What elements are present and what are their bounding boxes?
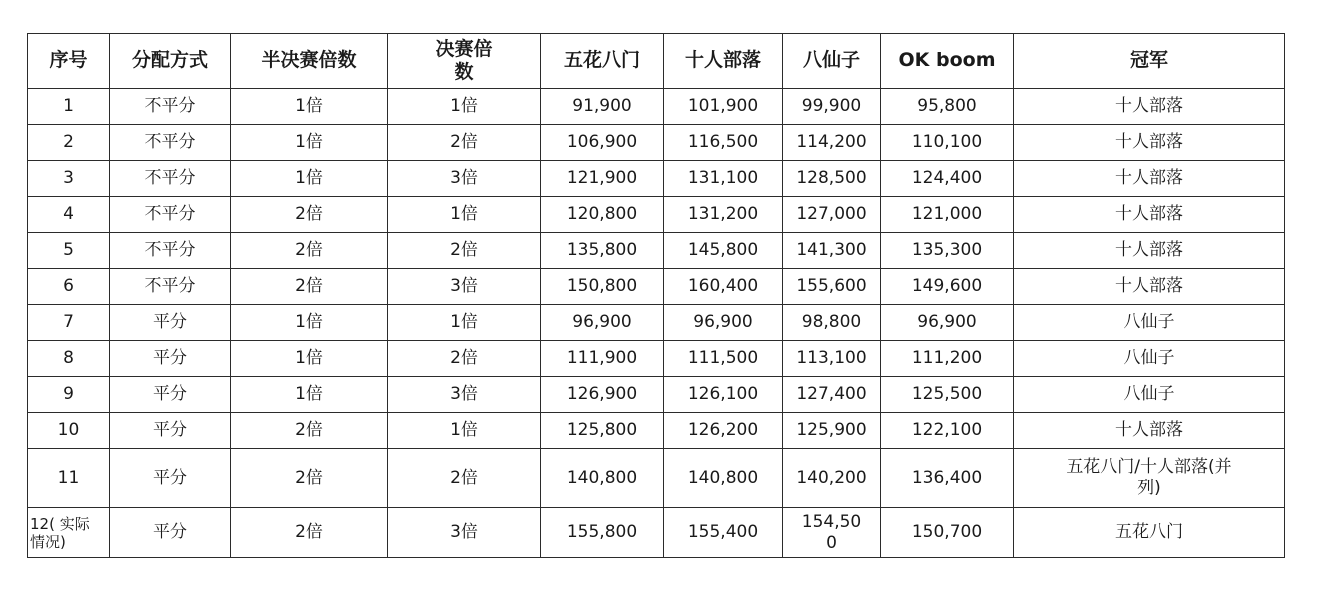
table-cell: 125,800: [541, 413, 664, 449]
table-cell: 不平分: [110, 89, 231, 125]
table-cell: 1倍: [231, 341, 388, 377]
table-cell: 121,000: [881, 197, 1014, 233]
table-cell: 140,800: [664, 449, 783, 508]
table-cell: 125,900: [783, 413, 881, 449]
table-cell: 2倍: [388, 125, 541, 161]
table-cell: 八仙子: [1014, 377, 1285, 413]
table-cell: 140,200: [783, 449, 881, 508]
table-cell: 八仙子: [1014, 305, 1285, 341]
table-cell: 98,800: [783, 305, 881, 341]
table-cell: 113,100: [783, 341, 881, 377]
table-cell: 111,900: [541, 341, 664, 377]
table-cell: 155,400: [664, 508, 783, 558]
table-cell: 106,900: [541, 125, 664, 161]
table-cell: 6: [28, 269, 110, 305]
table-cell: 135,800: [541, 233, 664, 269]
table-row: [28, 305, 1285, 341]
table-cell: 2倍: [388, 341, 541, 377]
table-cell: 96,900: [541, 305, 664, 341]
table-cell: 1倍: [388, 89, 541, 125]
header-cell: 十人部落: [664, 34, 783, 89]
table-cell: 不平分: [110, 161, 231, 197]
table-row: [28, 269, 1285, 305]
table-cell: 十人部落: [1014, 197, 1285, 233]
table-row: [28, 89, 1285, 125]
table-cell: 160,400: [664, 269, 783, 305]
table-row: [28, 125, 1285, 161]
table-row: [28, 161, 1285, 197]
table-cell: 120,800: [541, 197, 664, 233]
header-cell: 分配方式: [110, 34, 231, 89]
table-cell: 不平分: [110, 197, 231, 233]
table-cell: 111,500: [664, 341, 783, 377]
header-cell: 序号: [28, 34, 110, 89]
table-row: [28, 508, 1285, 558]
table-cell: 2倍: [231, 449, 388, 508]
table-cell: 5: [28, 233, 110, 269]
table-cell: 2倍: [231, 508, 388, 558]
table-cell: 101,900: [664, 89, 783, 125]
table-cell: 126,900: [541, 377, 664, 413]
table-cell: 127,000: [783, 197, 881, 233]
table-cell: 平分: [110, 449, 231, 508]
table-cell: 4: [28, 197, 110, 233]
table-cell: 2倍: [231, 233, 388, 269]
table-cell: 3: [28, 161, 110, 197]
table-cell: 不平分: [110, 233, 231, 269]
table-cell: 3倍: [388, 269, 541, 305]
table-cell: 1倍: [231, 305, 388, 341]
header-cell: 决赛倍 数: [388, 34, 541, 89]
table-cell: 3倍: [388, 377, 541, 413]
table-cell: 131,100: [664, 161, 783, 197]
header-cell: OK boom: [881, 34, 1014, 89]
table-cell: 127,400: [783, 377, 881, 413]
table-cell: 111,200: [881, 341, 1014, 377]
table-cell: 平分: [110, 508, 231, 558]
table-cell: 五花八门/十人部落(并 列): [1014, 449, 1285, 508]
table-cell: 2倍: [388, 449, 541, 508]
table-cell: 141,300: [783, 233, 881, 269]
table-cell: 10: [28, 413, 110, 449]
table-cell: 121,900: [541, 161, 664, 197]
table-cell: 2倍: [388, 233, 541, 269]
table-cell: 131,200: [664, 197, 783, 233]
table-cell: 2倍: [231, 269, 388, 305]
table-cell: 五花八门: [1014, 508, 1285, 558]
table-cell: 124,400: [881, 161, 1014, 197]
table-cell: 2倍: [231, 197, 388, 233]
table-cell: 140,800: [541, 449, 664, 508]
table-cell: 2: [28, 125, 110, 161]
table-cell: 1倍: [388, 197, 541, 233]
header-row: [28, 34, 1285, 89]
header-cell: 半决赛倍数: [231, 34, 388, 89]
table-cell: 3倍: [388, 508, 541, 558]
results-table: [27, 33, 1285, 558]
table-cell: 114,200: [783, 125, 881, 161]
table-cell: 八仙子: [1014, 341, 1285, 377]
table-cell: 十人部落: [1014, 233, 1285, 269]
table-cell: 126,100: [664, 377, 783, 413]
table-cell: 9: [28, 377, 110, 413]
table-cell: 126,200: [664, 413, 783, 449]
table-cell: 7: [28, 305, 110, 341]
header-cell: 冠军: [1014, 34, 1285, 89]
table-row: [28, 341, 1285, 377]
table-cell: 十人部落: [1014, 125, 1285, 161]
table-cell: 1: [28, 89, 110, 125]
table-cell: 1倍: [231, 125, 388, 161]
table-cell: 125,500: [881, 377, 1014, 413]
table-cell: 平分: [110, 377, 231, 413]
table-row: [28, 233, 1285, 269]
table-cell: 99,900: [783, 89, 881, 125]
table-cell: 12( 实际 情况): [28, 508, 110, 558]
table-row: [28, 197, 1285, 233]
table-cell: 十人部落: [1014, 269, 1285, 305]
table-cell: 154,50 0: [783, 508, 881, 558]
header-cell: 八仙子: [783, 34, 881, 89]
table-cell: 不平分: [110, 125, 231, 161]
table-cell: 2倍: [231, 413, 388, 449]
table-cell: 平分: [110, 305, 231, 341]
table-cell: 平分: [110, 413, 231, 449]
table-cell: 1倍: [388, 413, 541, 449]
table-cell: 116,500: [664, 125, 783, 161]
table-cell: 96,900: [881, 305, 1014, 341]
table-cell: 150,800: [541, 269, 664, 305]
table-cell: 1倍: [231, 89, 388, 125]
table-row: [28, 413, 1285, 449]
table-cell: 136,400: [881, 449, 1014, 508]
table-cell: 十人部落: [1014, 89, 1285, 125]
table-cell: 155,600: [783, 269, 881, 305]
table-cell: 平分: [110, 341, 231, 377]
table-cell: 95,800: [881, 89, 1014, 125]
table-cell: 155,800: [541, 508, 664, 558]
table-cell: 1倍: [231, 161, 388, 197]
table-cell: 110,100: [881, 125, 1014, 161]
table-cell: 128,500: [783, 161, 881, 197]
table-cell: 3倍: [388, 161, 541, 197]
table-cell: 122,100: [881, 413, 1014, 449]
table-cell: 91,900: [541, 89, 664, 125]
table-cell: 96,900: [664, 305, 783, 341]
table-cell: 11: [28, 449, 110, 508]
table-cell: 135,300: [881, 233, 1014, 269]
table-cell: 十人部落: [1014, 413, 1285, 449]
table-row: [28, 377, 1285, 413]
table-cell: 1倍: [388, 305, 541, 341]
table-cell: 145,800: [664, 233, 783, 269]
table-cell: 十人部落: [1014, 161, 1285, 197]
table-cell: 149,600: [881, 269, 1014, 305]
table-cell: 150,700: [881, 508, 1014, 558]
table-cell: 不平分: [110, 269, 231, 305]
header-cell: 五花八门: [541, 34, 664, 89]
table-row: [28, 449, 1285, 508]
table-cell: 1倍: [231, 377, 388, 413]
table-cell: 8: [28, 341, 110, 377]
